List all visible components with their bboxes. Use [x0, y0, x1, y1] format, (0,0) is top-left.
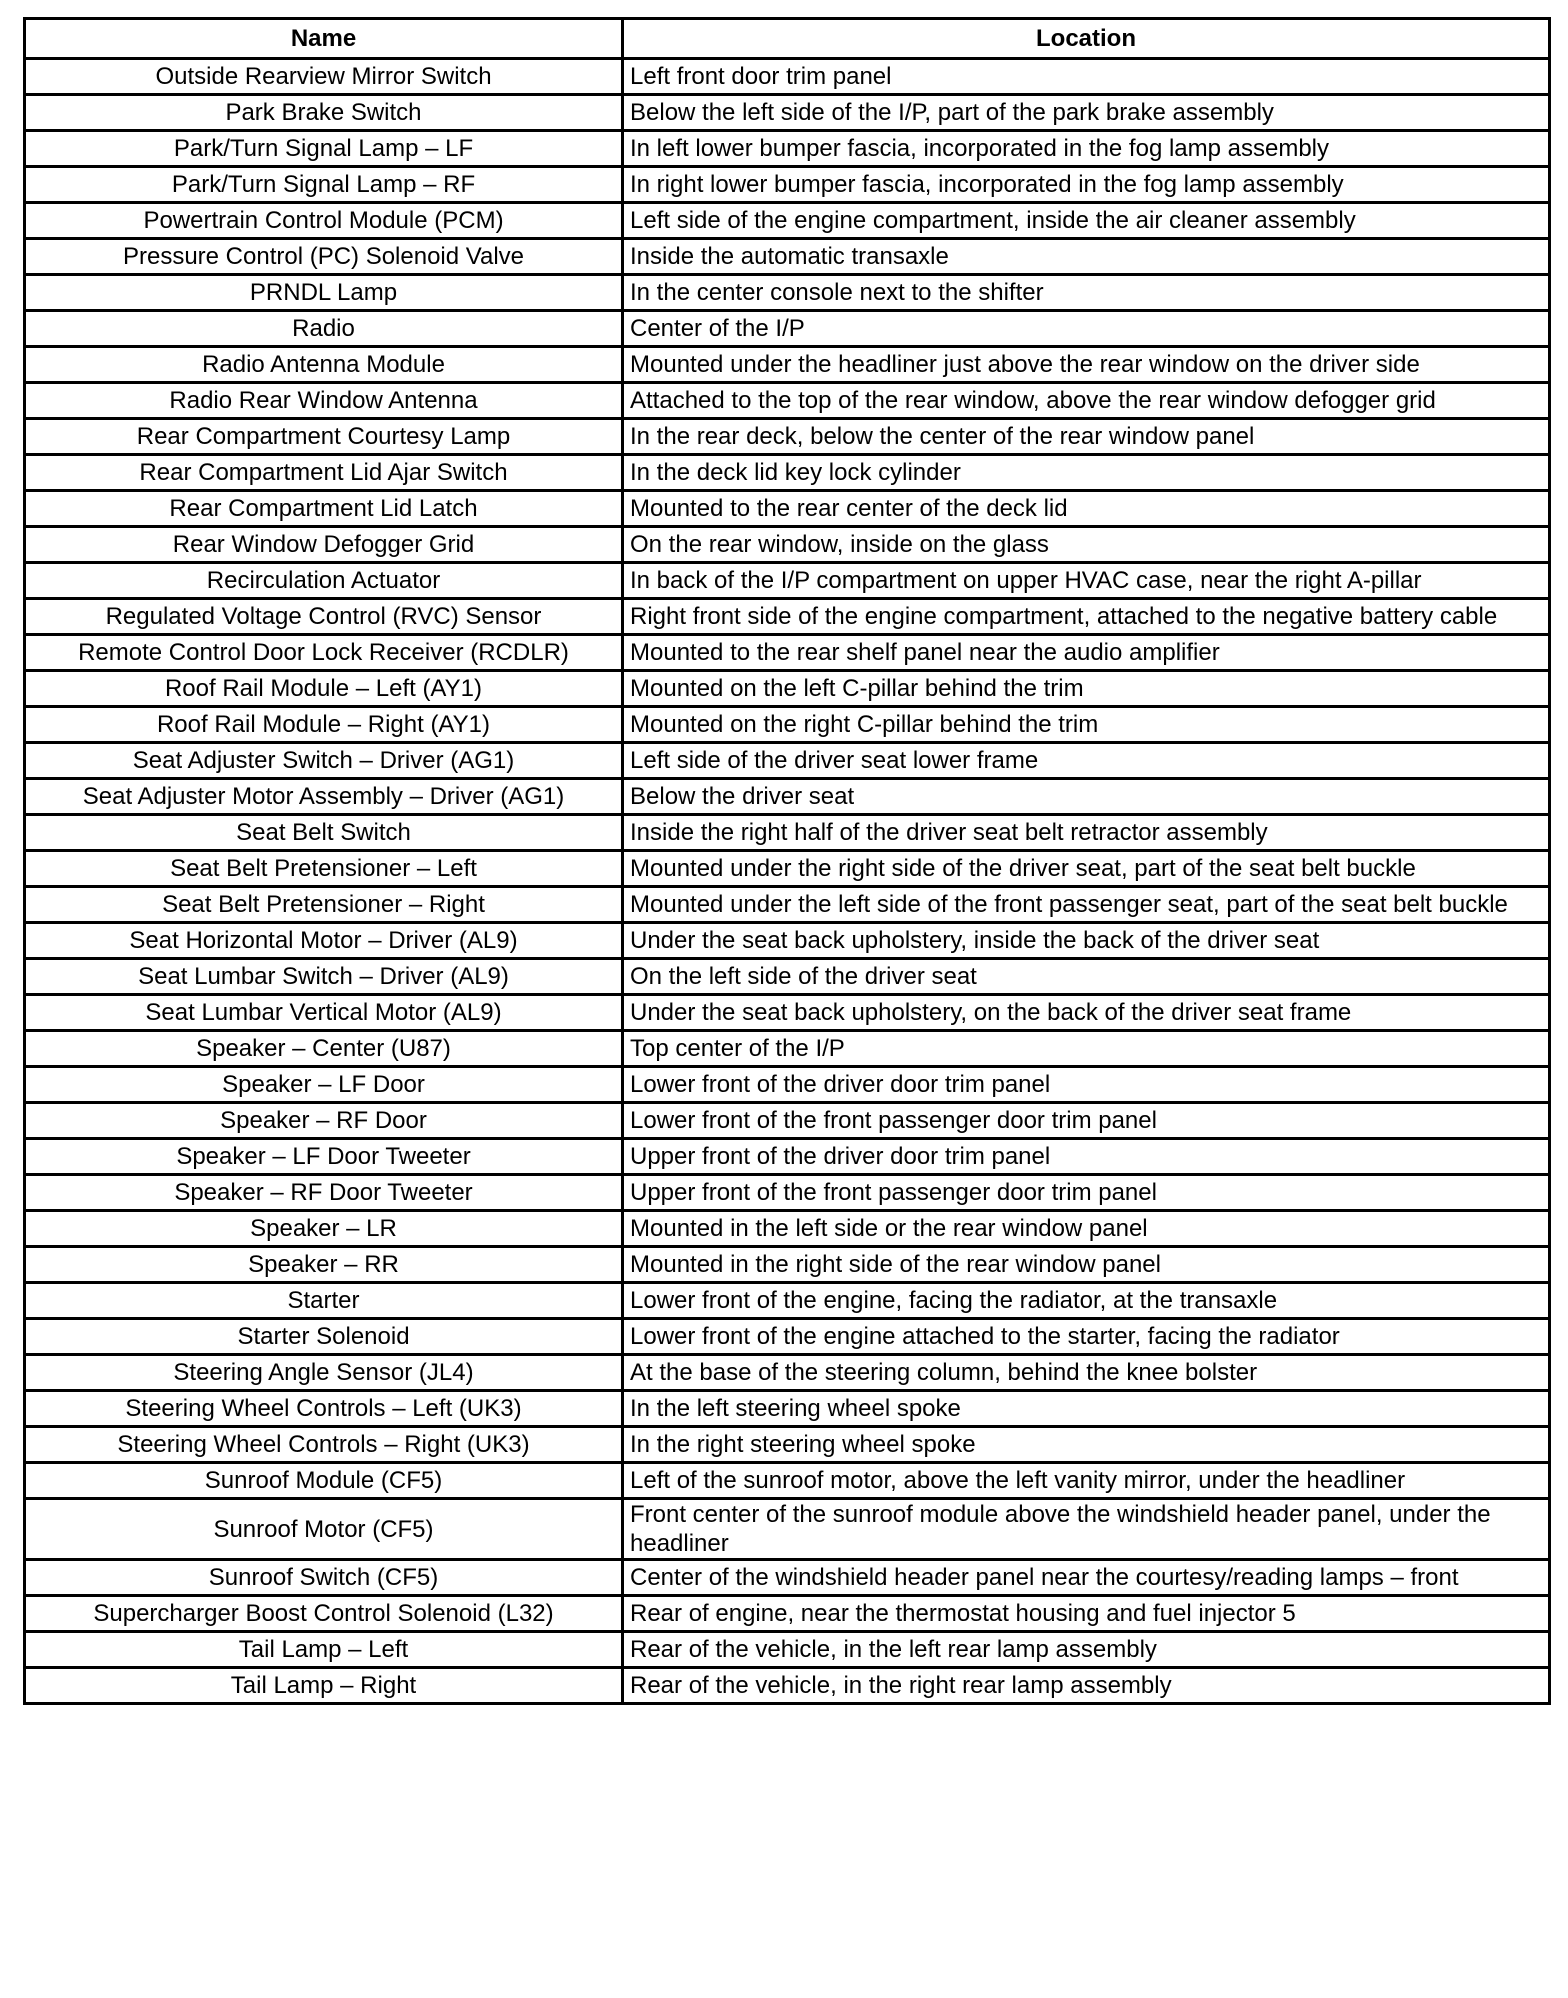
component-name-cell: Tail Lamp – Right [25, 1668, 623, 1704]
table-row [25, 1668, 1550, 1704]
component-name-cell: Speaker – RR [25, 1247, 623, 1283]
component-location-cell: On the rear window, inside on the glass [623, 527, 1550, 563]
component-location-cell: Rear of the vehicle, in the left rear lamp assembly [623, 1632, 1550, 1668]
component-name-cell: Radio Rear Window Antenna [25, 383, 623, 419]
component-name-cell: Speaker – Center (U87) [25, 1031, 623, 1067]
table-body [25, 59, 1550, 1704]
table-row [25, 59, 1550, 95]
component-name-cell: Recirculation Actuator [25, 563, 623, 599]
component-name-cell: Sunroof Switch (CF5) [25, 1560, 623, 1596]
component-location-cell: Center of the I/P [623, 311, 1550, 347]
component-name-cell: Seat Belt Switch [25, 815, 623, 851]
table-row [25, 995, 1550, 1031]
component-name-cell: Radio [25, 311, 623, 347]
table-row [25, 1560, 1550, 1596]
component-name-cell: Seat Adjuster Motor Assembly – Driver (AG1) [25, 779, 623, 815]
component-location-cell: In the right steering wheel spoke [623, 1427, 1550, 1463]
component-name-cell: Regulated Voltage Control (RVC) Sensor [25, 599, 623, 635]
component-name-cell: Speaker – LF Door [25, 1067, 623, 1103]
component-name-cell: Remote Control Door Lock Receiver (RCDLR) [25, 635, 623, 671]
table-row [25, 887, 1550, 923]
component-location-cell: Left side of the driver seat lower frame [623, 743, 1550, 779]
table-row [25, 455, 1550, 491]
table-row [25, 1247, 1550, 1283]
table-row [25, 959, 1550, 995]
table-row [25, 1031, 1550, 1067]
component-name-cell: Outside Rearview Mirror Switch [25, 59, 623, 95]
table-row [25, 491, 1550, 527]
table-header [25, 19, 1550, 59]
component-name-cell: Powertrain Control Module (PCM) [25, 203, 623, 239]
component-location-table [23, 17, 1551, 1705]
component-location-cell: In back of the I/P compartment on upper HVAC case, near the right A-pillar [623, 563, 1550, 599]
component-name-cell: Steering Wheel Controls – Left (UK3) [25, 1391, 623, 1427]
component-name-cell: Supercharger Boost Control Solenoid (L32) [25, 1596, 623, 1632]
component-name-cell: Rear Compartment Lid Latch [25, 491, 623, 527]
table-row [25, 1463, 1550, 1499]
table-row [25, 131, 1550, 167]
component-location-cell: On the left side of the driver seat [623, 959, 1550, 995]
component-name-cell: Speaker – LR [25, 1211, 623, 1247]
table-row [25, 419, 1550, 455]
component-location-cell: Upper front of the front passenger door trim panel [623, 1175, 1550, 1211]
component-location-cell: Left front door trim panel [623, 59, 1550, 95]
component-location-cell: Left of the sunroof motor, above the left vanity mirror, under the headliner [623, 1463, 1550, 1499]
table-row [25, 1175, 1550, 1211]
table-row [25, 275, 1550, 311]
component-location-cell: Front center of the sunroof module above the windshield header panel, under the headliner [623, 1499, 1550, 1560]
component-location-cell: Attached to the top of the rear window, above the rear window defogger grid [623, 383, 1550, 419]
component-location-cell: Top center of the I/P [623, 1031, 1550, 1067]
component-location-cell: Mounted to the rear shelf panel near the audio amplifier [623, 635, 1550, 671]
component-name-cell: Starter [25, 1283, 623, 1319]
component-name-cell: Seat Lumbar Vertical Motor (AL9) [25, 995, 623, 1031]
component-name-cell: Speaker – LF Door Tweeter [25, 1139, 623, 1175]
location-column-header: Location [623, 19, 1550, 59]
table-row [25, 1355, 1550, 1391]
component-name-cell: Seat Horizontal Motor – Driver (AL9) [25, 923, 623, 959]
component-name-cell: Pressure Control (PC) Solenoid Valve [25, 239, 623, 275]
component-location-cell: Mounted under the headliner just above the rear window on the driver side [623, 347, 1550, 383]
component-name-cell: Seat Belt Pretensioner – Right [25, 887, 623, 923]
component-location-cell: Mounted on the right C-pillar behind the trim [623, 707, 1550, 743]
component-name-cell: Rear Window Defogger Grid [25, 527, 623, 563]
component-location-cell: Inside the automatic transaxle [623, 239, 1550, 275]
component-name-cell: Sunroof Motor (CF5) [25, 1499, 623, 1560]
component-name-cell: Seat Belt Pretensioner – Left [25, 851, 623, 887]
table-row [25, 1427, 1550, 1463]
component-location-cell: In left lower bumper fascia, incorporated in the fog lamp assembly [623, 131, 1550, 167]
component-location-cell: Mounted in the right side of the rear window panel [623, 1247, 1550, 1283]
component-location-cell: Left side of the engine compartment, inside the air cleaner assembly [623, 203, 1550, 239]
table-row [25, 311, 1550, 347]
component-location-cell: Center of the windshield header panel near the courtesy/reading lamps – front [623, 1560, 1550, 1596]
table-row [25, 707, 1550, 743]
table-row [25, 239, 1550, 275]
table-row [25, 347, 1550, 383]
component-location-cell: Upper front of the driver door trim panel [623, 1139, 1550, 1175]
table-row [25, 635, 1550, 671]
table-row [25, 1596, 1550, 1632]
component-location-cell: Mounted under the left side of the front passenger seat, part of the seat belt buckle [623, 887, 1550, 923]
table-row [25, 923, 1550, 959]
component-location-cell: In right lower bumper fascia, incorporated in the fog lamp assembly [623, 167, 1550, 203]
table-row [25, 1211, 1550, 1247]
component-location-cell: In the center console next to the shifter [623, 275, 1550, 311]
table-row [25, 1283, 1550, 1319]
component-location-cell: Under the seat back upholstery, inside the back of the driver seat [623, 923, 1550, 959]
component-location-cell: Mounted under the right side of the driver seat, part of the seat belt buckle [623, 851, 1550, 887]
table-row [25, 203, 1550, 239]
component-name-cell: Steering Wheel Controls – Right (UK3) [25, 1427, 623, 1463]
table-row [25, 851, 1550, 887]
component-name-cell: Park/Turn Signal Lamp – RF [25, 167, 623, 203]
component-location-cell: Inside the right half of the driver seat belt retractor assembly [623, 815, 1550, 851]
table-row [25, 1391, 1550, 1427]
table-row [25, 167, 1550, 203]
component-name-cell: Seat Lumbar Switch – Driver (AL9) [25, 959, 623, 995]
component-location-cell: Lower front of the front passenger door trim panel [623, 1103, 1550, 1139]
table-row [25, 1319, 1550, 1355]
component-location-cell: Under the seat back upholstery, on the back of the driver seat frame [623, 995, 1550, 1031]
component-location-cell: Lower front of the driver door trim panel [623, 1067, 1550, 1103]
component-name-cell: Speaker – RF Door Tweeter [25, 1175, 623, 1211]
component-location-cell: At the base of the steering column, behind the knee bolster [623, 1355, 1550, 1391]
component-name-cell: Radio Antenna Module [25, 347, 623, 383]
table-row [25, 1139, 1550, 1175]
table-row [25, 95, 1550, 131]
component-name-cell: Steering Angle Sensor (JL4) [25, 1355, 623, 1391]
component-location-cell: Mounted to the rear center of the deck lid [623, 491, 1550, 527]
component-location-cell: Mounted in the left side or the rear window panel [623, 1211, 1550, 1247]
table-row [25, 671, 1550, 707]
component-location-cell: Below the left side of the I/P, part of the park brake assembly [623, 95, 1550, 131]
table-row [25, 563, 1550, 599]
component-name-cell: Park/Turn Signal Lamp – LF [25, 131, 623, 167]
component-name-cell: Tail Lamp – Left [25, 1632, 623, 1668]
header-row [25, 19, 1550, 59]
component-name-cell: Rear Compartment Lid Ajar Switch [25, 455, 623, 491]
table-row [25, 815, 1550, 851]
component-name-cell: PRNDL Lamp [25, 275, 623, 311]
table-row [25, 743, 1550, 779]
table-row [25, 383, 1550, 419]
component-location-cell: Mounted on the left C-pillar behind the trim [623, 671, 1550, 707]
table-row [25, 1499, 1550, 1560]
component-location-cell: Lower front of the engine, facing the radiator, at the transaxle [623, 1283, 1550, 1319]
component-name-cell: Speaker – RF Door [25, 1103, 623, 1139]
table-row [25, 779, 1550, 815]
component-name-cell: Roof Rail Module – Right (AY1) [25, 707, 623, 743]
component-location-cell: Rear of the vehicle, in the right rear lamp assembly [623, 1668, 1550, 1704]
component-name-cell: Rear Compartment Courtesy Lamp [25, 419, 623, 455]
table-row [25, 599, 1550, 635]
component-location-cell: Rear of engine, near the thermostat housing and fuel injector 5 [623, 1596, 1550, 1632]
component-location-cell: In the deck lid key lock cylinder [623, 455, 1550, 491]
component-name-cell: Sunroof Module (CF5) [25, 1463, 623, 1499]
component-name-cell: Park Brake Switch [25, 95, 623, 131]
component-location-cell: Right front side of the engine compartment, attached to the negative battery cable [623, 599, 1550, 635]
component-location-cell: Lower front of the engine attached to the starter, facing the radiator [623, 1319, 1550, 1355]
table-row [25, 1632, 1550, 1668]
component-name-cell: Starter Solenoid [25, 1319, 623, 1355]
component-location-cell: Below the driver seat [623, 779, 1550, 815]
component-location-cell: In the left steering wheel spoke [623, 1391, 1550, 1427]
table-row [25, 1103, 1550, 1139]
component-name-cell: Roof Rail Module – Left (AY1) [25, 671, 623, 707]
component-location-cell: In the rear deck, below the center of the rear window panel [623, 419, 1550, 455]
component-name-cell: Seat Adjuster Switch – Driver (AG1) [25, 743, 623, 779]
name-column-header: Name [25, 19, 623, 59]
table-row [25, 1067, 1550, 1103]
table-row [25, 527, 1550, 563]
